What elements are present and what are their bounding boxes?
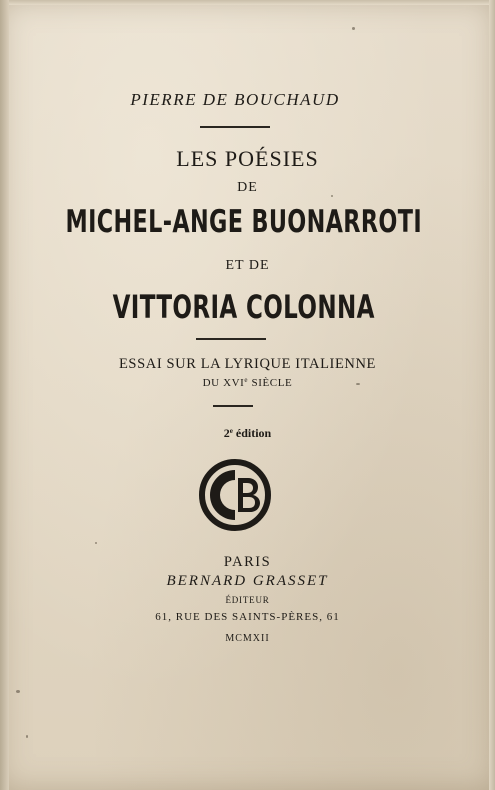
edition-word: édition [232, 426, 272, 440]
paper-speck [356, 383, 360, 385]
cover-right-edge [489, 0, 495, 790]
divider-rule [213, 405, 253, 407]
edition-label [0, 426, 495, 441]
cover-left-edge [0, 0, 9, 790]
century-suffix: SIÈCLE [248, 377, 293, 389]
author-name: PIERRE DE BOUCHAUD [130, 90, 340, 109]
subtitle: ESSAI SUR LA LYRIQUE ITALIENNE [118, 356, 377, 372]
cover-top-edge [0, 0, 495, 5]
edition-superscript: e [229, 427, 233, 435]
century-superscript: e [244, 376, 249, 384]
paper-speck [26, 735, 28, 738]
paper-speck [331, 195, 333, 197]
paper-speck [95, 542, 97, 544]
century-prefix: DU XVI [202, 377, 245, 389]
publisher-role: ÉDITEUR [225, 595, 270, 605]
publisher-monogram-icon [198, 458, 272, 532]
subject-name-colonna: VITTORIA COLONNA [112, 288, 375, 326]
edition-number: 2 [223, 426, 230, 440]
paper-speck [352, 27, 355, 30]
subject-name-michelangelo: MICHEL-ANGE BUONARROTI [65, 204, 422, 240]
paper-speck [16, 690, 20, 693]
publisher-name: BERNARD GRASSET [166, 573, 329, 589]
title-line: LES POÉSIES [176, 146, 319, 171]
title-connector-et-de: ET DE [225, 258, 270, 273]
publication-city: PARIS [223, 554, 272, 570]
title-connector-de: DE [237, 180, 258, 195]
century-line [0, 376, 495, 389]
publication-year: MCMXII [225, 633, 270, 644]
divider-rule [196, 338, 266, 340]
divider-rule [200, 126, 270, 128]
publisher-address: 61, RUE DES SAINTS-PÈRES, 61 [155, 611, 340, 623]
